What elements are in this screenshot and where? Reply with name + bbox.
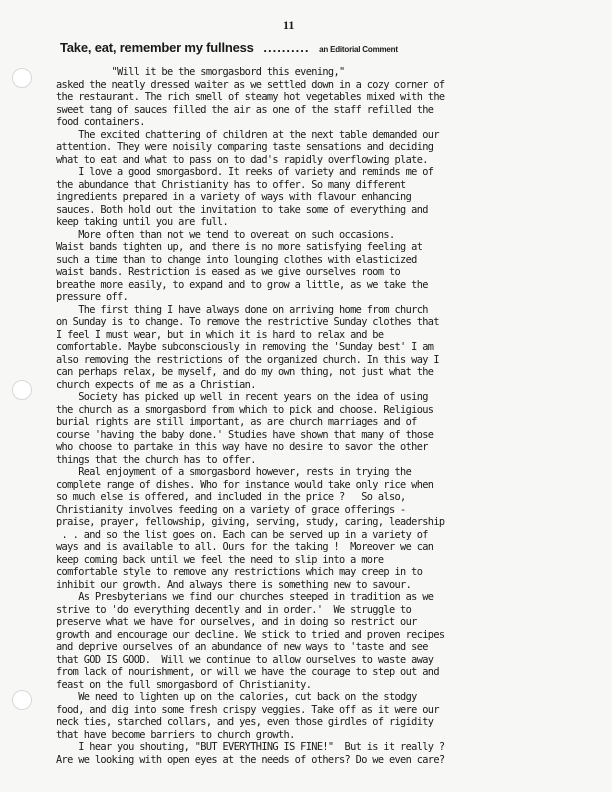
- header-title: Take, eat, remember my fullness: [60, 40, 254, 55]
- body-line: growth and encourage our decline. We stick to tried and proven recipes: [56, 628, 445, 641]
- body-line: Waist bands tighten up, and there is no more satisfying feeling at: [56, 241, 423, 253]
- body-line: Society has picked up well in recent years on the idea of using: [56, 391, 428, 403]
- body-line: inhibit our growth. And always there is something new to savour.: [56, 578, 412, 591]
- body-line: Christianity involves feeding on a variety of grace offerings -: [56, 503, 406, 516]
- body-line: so much else is offered, and included in the price ? So also,: [56, 491, 406, 503]
- body-line: asked the neatly dressed waiter as we settled down in a cozy corner of: [56, 78, 445, 91]
- body-line: church expects of me as a Christian.: [56, 378, 256, 391]
- body-line: the church as a smorgasbord from which to pick and choose. Religious: [56, 403, 434, 416]
- body-line: things that the church has to offer.: [56, 453, 256, 466]
- punch-hole-top: [12, 68, 32, 88]
- body-line: neck ties, starched collars, and yes, even those girdles of rigidity: [56, 716, 434, 728]
- body-line: on Sunday is to change. To remove the restrictive Sunday clothes that: [56, 316, 439, 328]
- body-line: pressure off.: [56, 291, 129, 303]
- body-line: attention. They were noisily comparing taste sensations and deciding: [56, 141, 434, 153]
- body-line: Real enjoyment of a smorgasbord however, rests in trying the: [56, 466, 412, 478]
- body-line: strive to 'do everything decently and in order.' We struggle to: [56, 603, 412, 616]
- body-line: burial rights are still important, as are church marriages and of: [56, 416, 417, 428]
- body-line: the abundance that Christianity has to offer. So many different: [56, 178, 406, 191]
- body-line: ways and is available to all. Ours for the taking ! Moreover we can: [56, 541, 434, 553]
- body-line: I feel I must wear, but in which it is hard to relax and be: [56, 328, 384, 341]
- body-line: More often than not we tend to overeat on such occasions.: [56, 228, 395, 241]
- body-line: can perhaps relax, be myself, and do my own thing, not just what the: [56, 366, 434, 378]
- body-line: Are we looking with open eyes at the needs of others? Do we even care?: [56, 753, 445, 766]
- body-line: The excited chattering of children at the next table demanded our: [56, 128, 439, 141]
- header-tag: an Editorial Comment: [319, 45, 398, 54]
- body-line: . . and so the list goes on. Each can be served up in a variety of: [56, 528, 428, 541]
- body-line: "Will it be the smorgasbord this evening,": [56, 66, 345, 78]
- body-line: who choose to partake in this way have no desire to savor the other: [56, 441, 428, 453]
- body-line: keep taking until you are full.: [56, 216, 229, 228]
- body-line: sweet tang of sauces filled the air as one of the staff refilled the: [56, 103, 434, 116]
- body-line: food containers.: [56, 116, 145, 128]
- header-dots: ..........: [263, 40, 310, 55]
- body-line: from lack of nourishment, or will we have the courage to step out and: [56, 666, 439, 678]
- body-line: the restaurant. The rich smell of steamy hot vegetables mixed with the: [56, 91, 445, 103]
- editorial-body: [56, 66, 564, 766]
- body-line: We need to lighten up on the calories, cut back on the stodgy: [56, 691, 417, 703]
- body-line: praise, prayer, fellowship, giving, serving, study, caring, leadership: [56, 516, 445, 528]
- body-line: The first thing I have always done on arriving home from church: [56, 303, 428, 316]
- body-line: and deprive ourselves of an abundance of new ways to 'taste and see: [56, 641, 428, 653]
- body-line: also removing the restrictions of the organized church. In this way I: [56, 353, 439, 366]
- page-number: 11: [283, 18, 295, 32]
- body-line: sauces. Both hold out the invitation to take some of everything and: [56, 203, 428, 216]
- punch-hole-bottom: [12, 690, 32, 710]
- body-line: waist bands. Restriction is eased as we give ourselves room to: [56, 266, 401, 278]
- body-line: I hear you shouting, "BUT EVERYTHING IS FINE!" But is it really ?: [56, 741, 445, 753]
- punch-hole-middle: [12, 380, 32, 400]
- body-line: course 'having the baby done.' Studies have shown that many of those: [56, 428, 434, 441]
- body-line: I love a good smorgasbord. It reeks of variety and reminds me of: [56, 166, 434, 178]
- body-line: comfortable. Maybe subconsciously in removing the 'Sunday best' I am: [56, 341, 434, 353]
- body-line: complete range of dishes. Who for instance would take only rice when: [56, 478, 434, 491]
- body-line: breathe more easily, to expand and to grow a little, as we take the: [56, 278, 428, 291]
- body-line: food, and dig into some fresh crispy veggies. Take off as it were our: [56, 703, 439, 716]
- body-line: that GOD IS GOOD. Will we continue to allow ourselves to waste away: [56, 653, 434, 666]
- body-line: such a time than to change into lounging clothes with elasticized: [56, 253, 417, 266]
- body-line: what to eat and what to pass on to dad's rapidly overflowing plate.: [56, 153, 428, 166]
- body-line: As Presbyterians we find our churches steeped in tradition as we: [56, 591, 434, 603]
- body-line: keep coming back until we feel the need to slip into a more: [56, 553, 384, 566]
- body-line: that have become barriers to church growth.: [56, 728, 295, 741]
- body-line: ingredients prepared in a variety of ways with flavour enhancing: [56, 191, 412, 203]
- body-line: preserve what we have for ourselves, and in doing so restrict our: [56, 616, 417, 628]
- body-line: feast on the full smorgasbord of Christianity.: [56, 678, 312, 691]
- editorial-header: [60, 37, 560, 56]
- body-line: comfortable style to remove any restrictions which may creep in to: [56, 566, 423, 578]
